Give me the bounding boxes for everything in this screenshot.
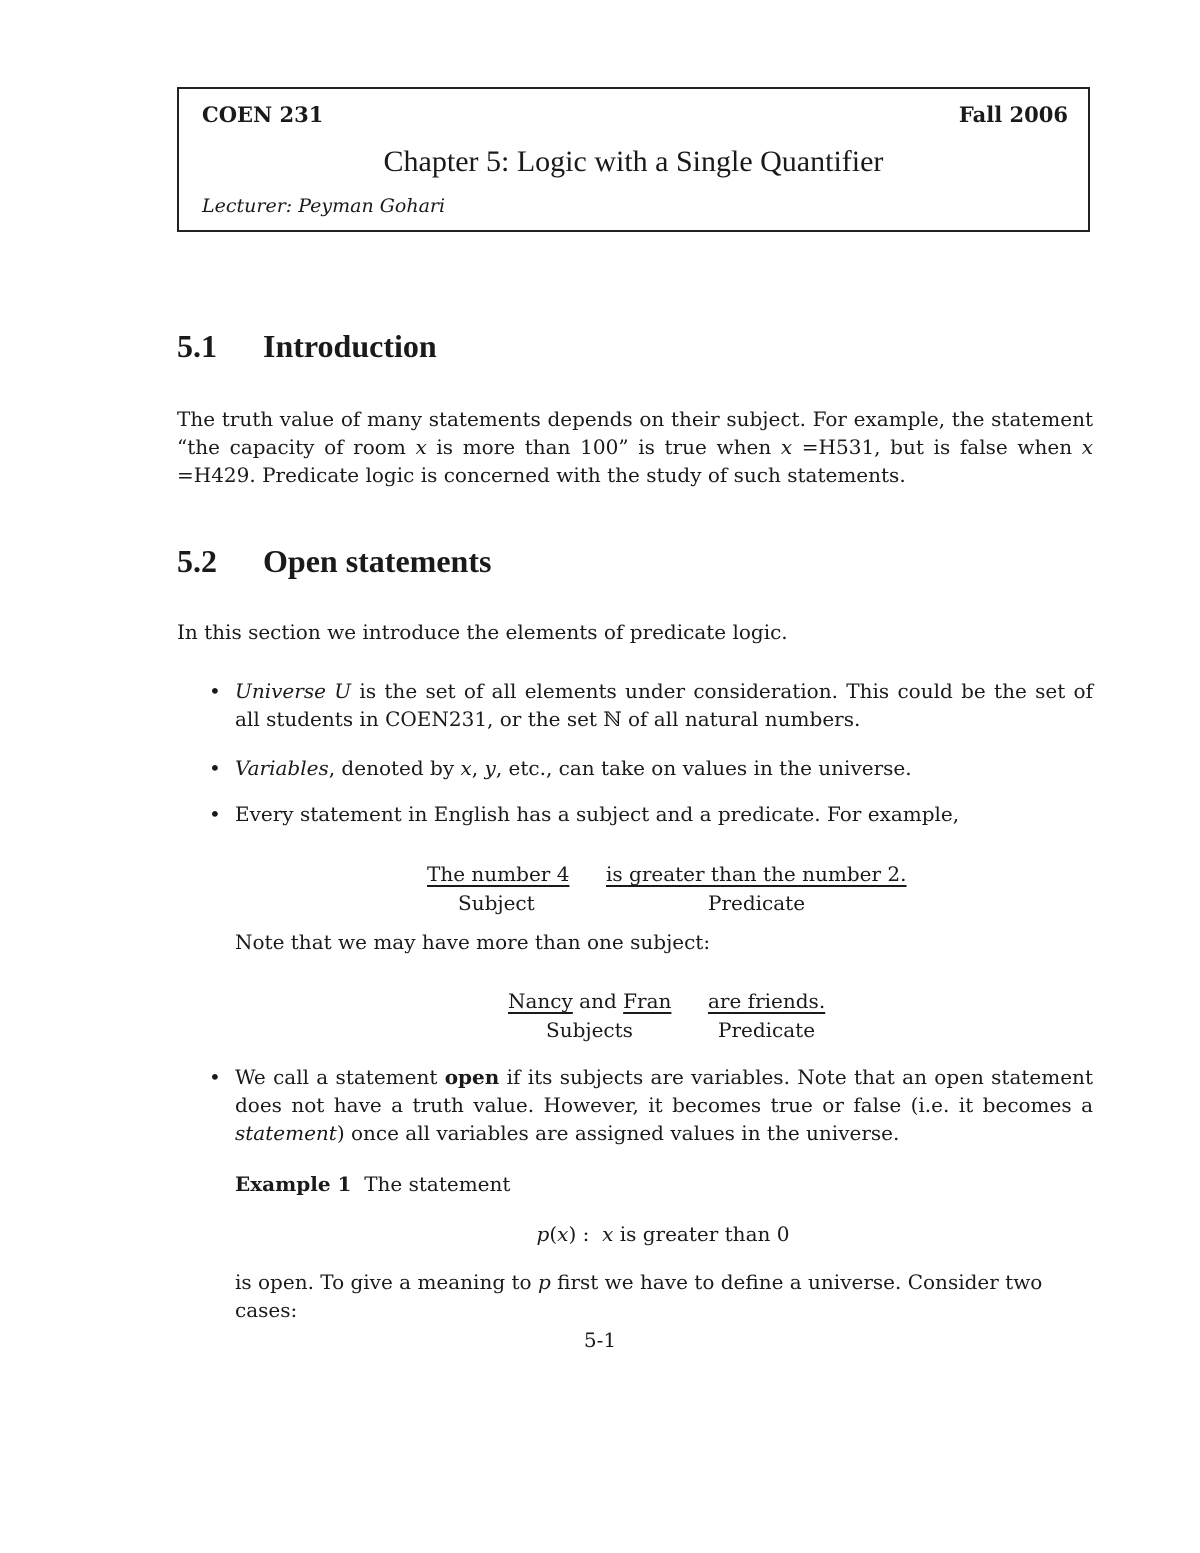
eq-colon: : <box>576 1222 596 1246</box>
intro-text-3: =H531, but is false when <box>792 435 1082 459</box>
subject-fran: Fran <box>623 989 672 1013</box>
section-number: 5.1 <box>177 328 217 364</box>
term-open: open <box>444 1065 500 1089</box>
lecture-header-box <box>177 87 1090 232</box>
example-lead-text: The statement <box>364 1172 511 1196</box>
predicate-phrase <box>606 860 907 888</box>
bullet-dot-icon: • <box>209 679 221 703</box>
page-number: 5-1 <box>583 1328 617 1352</box>
bullet-dot-icon: • <box>209 1065 221 1089</box>
example-1-lead <box>235 1170 1093 1198</box>
predicate-phrase <box>708 987 825 1015</box>
subjects-label: Subjects <box>546 1018 633 1042</box>
conjunction: and <box>572 989 624 1013</box>
bullet-text: , etc., can take on values in the universe. <box>495 756 912 780</box>
example-after-text: is open. To give a meaning to <box>235 1270 538 1294</box>
intro-text-2: is more than 100” is true when <box>426 435 781 459</box>
section-title: Introduction <box>263 328 437 364</box>
term-label: Fall 2006 <box>958 102 1068 127</box>
example-1-after <box>235 1268 1093 1324</box>
math-p: p <box>537 1270 551 1294</box>
bullet-dot-icon: • <box>209 756 221 780</box>
predicate-text: are friends. <box>708 989 826 1013</box>
bullet-dot-icon: • <box>209 802 221 826</box>
term-variables: Variables <box>235 756 329 780</box>
section-heading-introduction <box>177 328 437 365</box>
subject-phrase <box>427 860 569 888</box>
math-x: x <box>460 756 472 780</box>
introduction-paragraph <box>177 405 1093 489</box>
example-label: Example 1 <box>235 1172 352 1196</box>
subject-nancy: Nancy <box>508 989 573 1013</box>
math-x: x <box>557 1222 569 1246</box>
separator: , <box>471 756 485 780</box>
section-title: Open statements <box>263 543 492 579</box>
example-after-text: first we have to define a universe. Consider two cases: <box>235 1270 1043 1322</box>
open-statements-intro: In this section we introduce the elements of predicate logic. <box>177 620 788 644</box>
predicate-text: is greater than the number 2. <box>606 862 907 886</box>
math-x: x <box>602 1222 614 1246</box>
bullet-text: is the set of all elements under consideration. This could be the set of all students in COEN231, or the set ℕ of all natural numbers. <box>235 679 1094 731</box>
course-code: COEN 231 <box>202 102 324 127</box>
predicate-label: Predicate <box>718 1018 816 1042</box>
eq-text: is greater than 0 <box>613 1222 790 1246</box>
math-p: p <box>536 1222 550 1246</box>
term-universe: Universe U <box>235 679 352 703</box>
intro-text-4: =H429. Predicate logic is concerned with the study of such statements. <box>177 463 906 487</box>
predicate-label: Predicate <box>708 891 806 915</box>
bullet-text: Every statement in English has a subject and a predicate. For example, <box>235 802 960 826</box>
subjects-phrase <box>508 987 671 1015</box>
section-number: 5.2 <box>177 543 217 579</box>
bullet-text: , denoted by <box>328 756 461 780</box>
bullet-text: We call a statement <box>235 1065 445 1089</box>
bullet-subject-predicate <box>177 800 1093 828</box>
bullet-open-statement <box>177 1063 1093 1147</box>
subject-text: The number 4 <box>427 862 570 886</box>
chapter-title: Chapter 5: Logic with a Single Quantifier <box>383 145 884 178</box>
note-multiple-subjects: Note that we may have more than one subject: <box>235 930 711 954</box>
bullet-text: ) once all variables are assigned values in the universe. <box>336 1121 900 1145</box>
bullet-universe <box>177 677 1093 733</box>
bullet-variables <box>177 754 1093 782</box>
lecturer-name: Lecturer: Peyman Gohari <box>202 195 446 217</box>
math-y: y <box>484 756 496 780</box>
section-heading-open-statements <box>177 543 491 580</box>
math-x: x <box>1081 435 1094 459</box>
bullet-text: if its subjects are variables. Note that an open statement does not have a truth value. However, it becomes true or false (i.e. it becomes a <box>235 1065 1093 1117</box>
math-x: x <box>780 435 793 459</box>
math-x: x <box>415 435 427 459</box>
term-statement: statement <box>235 1121 337 1145</box>
subject-label: Subject <box>458 891 535 915</box>
intro-text-1: The truth value of many statements depends on their subject. For example, the statement “the capacity of room <box>177 407 1093 459</box>
example-1-equation: p(x) : x is greater than 0 <box>536 1222 790 1246</box>
